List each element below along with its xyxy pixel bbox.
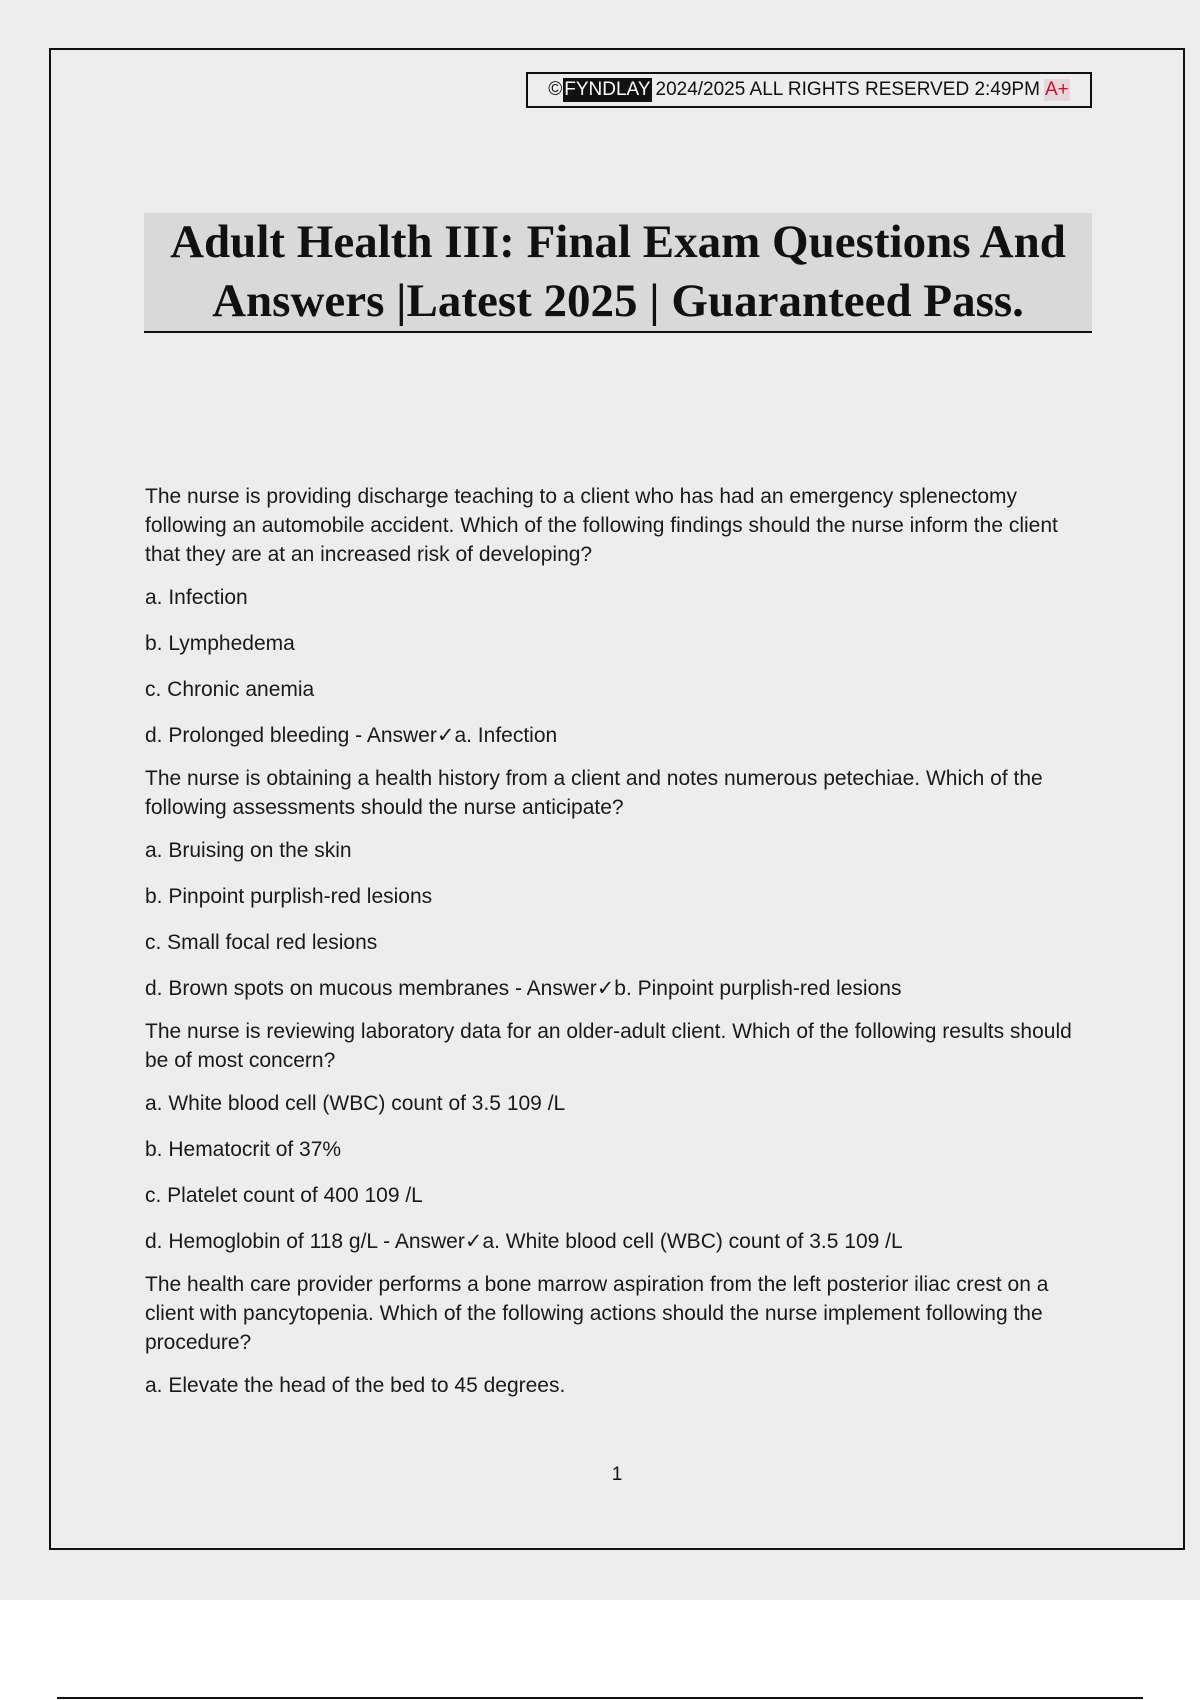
brand-label: FYNDLAY [564,79,651,100]
page-number: 1 [611,1464,623,1485]
answer-option: c. Small focal red lesions [145,931,378,954]
title-line-1: Adult Health III: Final Exam Questions And [170,216,1066,268]
question-stem: The nurse is reviewing laboratory data for an older-adult client. Which of the following results should be of most concern? [145,1020,1072,1072]
copyright-header [526,72,1092,108]
document-title [170,213,1066,331]
question-stem: The health care provider performs a bone marrow aspiration from the left posterior iliac crest on a client with pancytopenia. Which of the following actions should the nurse implement following the procedure? [145,1273,1049,1354]
answer-option: a. Infection [145,586,248,609]
footer-divider [57,1697,1143,1699]
question-stem: The nurse is providing discharge teaching to a client who has had an emergency splenectomy following an automobile accident. Which of the following findings should the nurse inform the client that they are at an increased risk of developing? [145,485,1058,566]
answer-option: b. Pinpoint purplish-red lesions [145,885,433,908]
copyright-symbol: © [548,79,563,100]
answer-option-with-key: d. Brown spots on mucous membranes - Answer✓b. Pinpoint purplish-red lesions [145,977,902,1000]
answer-option: c. Platelet count of 400 109 /L [145,1184,423,1207]
rights-text: 2024/2025 ALL RIGHTS RESERVED 2:49PM [655,79,1040,100]
answer-option: c. Chronic anemia [145,678,315,701]
answer-option: a. Elevate the head of the bed to 45 degrees. [145,1374,566,1397]
answer-option: a. Bruising on the skin [145,839,352,862]
question-stem: The nurse is obtaining a health history from a client and notes numerous petechiae. Which of the following assessments should the nurse anticipate? [145,767,1043,819]
answer-option-with-key: d. Hemoglobin of 118 g/L - Answer✓a. White blood cell (WBC) count of 3.5 109 /L [145,1230,903,1253]
answer-option: b. Hematocrit of 37% [145,1138,342,1161]
document-title-box [144,213,1092,333]
title-line-2: Answers |Latest 2025 | Guaranteed Pass. [212,275,1024,327]
answer-option-with-key: d. Prolonged bleeding - Answer✓a. Infection [145,724,558,747]
questions-content [145,482,1085,1417]
answer-option: a. White blood cell (WBC) count of 3.5 109 /L [145,1092,566,1115]
grade-badge: A+ [1044,79,1069,100]
page-border [49,48,1185,1550]
answer-option: b. Lymphedema [145,632,295,655]
